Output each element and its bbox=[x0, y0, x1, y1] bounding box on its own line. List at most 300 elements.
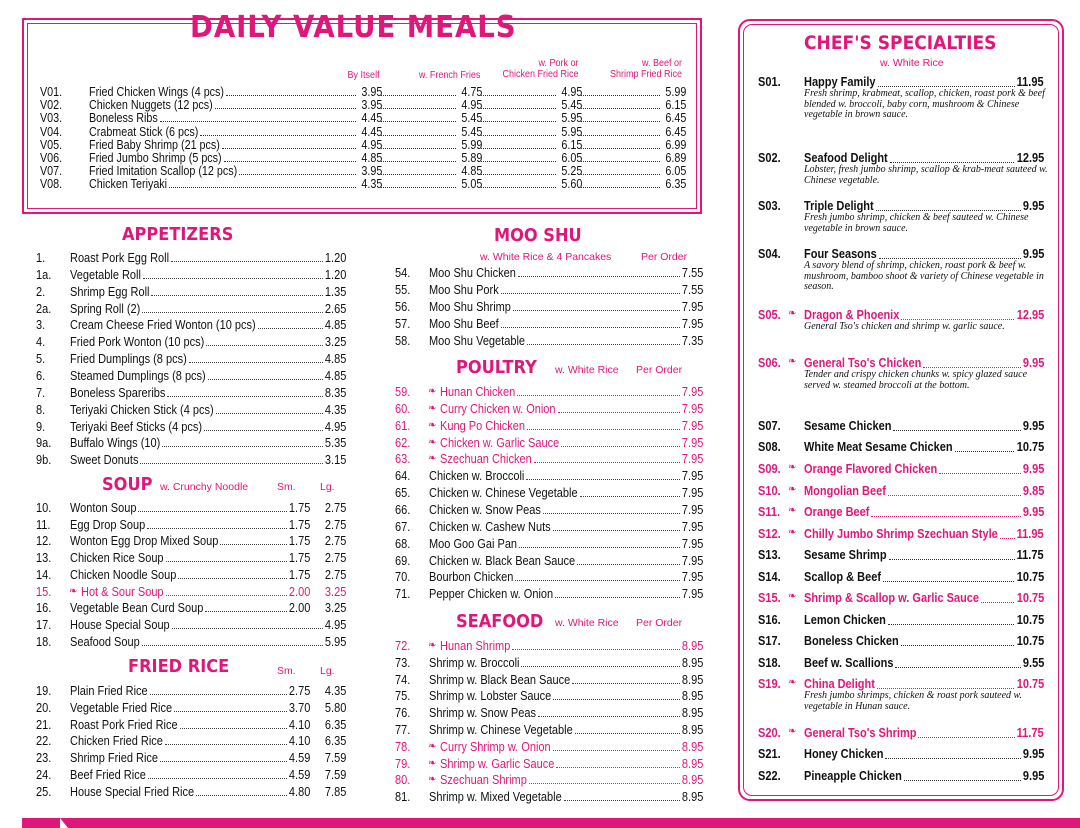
item-name: Chicken w. Black Bean Sauce bbox=[429, 553, 576, 568]
dot-leader bbox=[216, 402, 323, 414]
price-p1: 4.85 bbox=[361, 151, 382, 165]
menu-row bbox=[395, 722, 703, 738]
item-description: Tender and crispy chicken chunks w. spicy glazed sauce served w. steamed broccoli at the bottom. bbox=[804, 369, 1028, 391]
chili-pepper-icon: ❧ bbox=[788, 462, 797, 473]
menu-row bbox=[36, 500, 346, 516]
dot-leader bbox=[379, 139, 456, 149]
dot-leader bbox=[142, 301, 322, 313]
dot-leader bbox=[519, 536, 680, 548]
price-p1: 4.45 bbox=[361, 124, 382, 139]
dot-leader bbox=[379, 99, 456, 109]
dot-leader bbox=[515, 569, 679, 581]
item-name: Pineapple Chicken bbox=[804, 769, 902, 783]
item-price: 9.95 bbox=[1022, 505, 1044, 519]
fried-rice-sm-header: Sm. bbox=[277, 665, 296, 677]
dot-leader bbox=[205, 600, 286, 612]
menu-row bbox=[36, 550, 346, 566]
item-price: 9.95 bbox=[1022, 747, 1044, 761]
price-large: 2.75 bbox=[324, 551, 346, 566]
item-code: S06. bbox=[758, 356, 781, 370]
price-small: 2.00 bbox=[288, 584, 310, 599]
seafood-heading: SEAFOOD bbox=[456, 611, 544, 632]
item-name: Chicken Teriyaki bbox=[89, 177, 168, 192]
daily-value-row bbox=[40, 165, 690, 177]
item-name: Honey Chicken bbox=[804, 747, 884, 761]
dot-leader bbox=[579, 112, 660, 122]
chef-row bbox=[758, 462, 1044, 478]
soup-sm-header: Sm. bbox=[277, 481, 296, 493]
menu-row bbox=[395, 586, 703, 602]
item-price: 9.95 bbox=[1022, 247, 1044, 261]
dot-leader bbox=[923, 356, 1020, 368]
item-code: S12. bbox=[758, 527, 781, 541]
dot-leader bbox=[479, 86, 556, 96]
dot-leader bbox=[206, 334, 322, 346]
fried-rice-heading: FRIED RICE bbox=[128, 656, 230, 677]
price-small: 4.10 bbox=[288, 734, 310, 749]
bottom-bar bbox=[22, 818, 1080, 828]
dot-leader bbox=[138, 500, 286, 512]
item-number: 77. bbox=[395, 723, 411, 737]
item-code: S21. bbox=[758, 747, 781, 761]
item-name: Fried Baby Shrimp (21 pcs) bbox=[89, 137, 220, 152]
dot-leader bbox=[518, 265, 680, 277]
item-name: Four Seasons bbox=[804, 247, 877, 261]
price: 8.95 bbox=[681, 790, 703, 805]
item-number: 73. bbox=[395, 655, 411, 670]
item-code: S22. bbox=[758, 769, 781, 783]
menu-row bbox=[395, 384, 703, 400]
dot-leader bbox=[140, 452, 322, 464]
price-small: 1.75 bbox=[288, 567, 310, 582]
dot-leader bbox=[579, 126, 660, 136]
menu-row bbox=[395, 418, 703, 434]
item-code: V06. bbox=[40, 151, 63, 165]
chili-pepper-icon: ❧ bbox=[428, 757, 437, 769]
price-p2: 5.45 bbox=[461, 124, 482, 139]
menu-row bbox=[36, 717, 346, 733]
daily-value-row bbox=[40, 152, 690, 164]
chef-row bbox=[758, 308, 1044, 348]
item-number: 67. bbox=[395, 519, 411, 534]
item-name: Buffalo Wings (10) bbox=[70, 436, 161, 451]
daily-value-row bbox=[40, 99, 690, 111]
menu-row bbox=[395, 468, 703, 484]
price-large: 7.59 bbox=[324, 751, 346, 766]
chili-pepper-icon: ❧ bbox=[428, 774, 437, 786]
price-large: 5.80 bbox=[324, 700, 346, 715]
dot-leader bbox=[379, 165, 456, 175]
item-name: Shrimp w. Lobster Sauce bbox=[429, 689, 552, 704]
price-large: 4.95 bbox=[324, 617, 346, 632]
item-code: S07. bbox=[758, 419, 781, 433]
price: 8.95 bbox=[681, 706, 703, 721]
item-name: Boneless Chicken bbox=[804, 634, 899, 648]
chef-row bbox=[758, 591, 1044, 607]
menu-row bbox=[395, 451, 703, 467]
dot-leader bbox=[151, 284, 322, 296]
item-number: 24. bbox=[36, 768, 52, 782]
item-number: 74. bbox=[395, 672, 411, 687]
item-name: Curry Shrimp w. Onion bbox=[440, 739, 551, 754]
daily-value-row bbox=[40, 139, 690, 151]
dot-leader bbox=[166, 584, 287, 596]
price-small: 1.75 bbox=[288, 551, 310, 566]
price-p2: 4.75 bbox=[461, 85, 482, 99]
dot-leader bbox=[479, 165, 556, 175]
menu-row bbox=[36, 334, 346, 350]
item-name: Sesame Shrimp bbox=[804, 548, 887, 562]
chili-pepper-icon: ❧ bbox=[788, 356, 797, 367]
price-small: 3.70 bbox=[288, 700, 310, 715]
item-number: 13. bbox=[36, 551, 52, 566]
price: 8.95 bbox=[681, 639, 703, 653]
soup-lg-header: Lg. bbox=[320, 481, 335, 493]
price: 8.35 bbox=[324, 385, 346, 400]
chili-pepper-icon: ❧ bbox=[788, 677, 797, 688]
menu-row bbox=[395, 316, 703, 332]
menu-row bbox=[395, 519, 703, 535]
item-name: Curry Chicken w. Onion bbox=[440, 401, 556, 416]
item-name: Shrimp w. Mixed Vegetable bbox=[429, 790, 562, 805]
dot-leader bbox=[204, 419, 323, 431]
dot-leader bbox=[479, 139, 556, 149]
dot-leader bbox=[955, 440, 1015, 452]
chef-row bbox=[758, 747, 1044, 763]
item-code: S10. bbox=[758, 484, 781, 498]
price-large: 6.35 bbox=[324, 717, 346, 732]
dot-leader bbox=[479, 178, 556, 188]
item-number: 63. bbox=[395, 452, 411, 467]
dot-leader bbox=[513, 299, 680, 311]
item-description: Fresh jumbo shrimps, chicken & roast pork sauteed w. vegetable in Hunan sauce. bbox=[804, 690, 1022, 712]
dot-leader bbox=[580, 485, 680, 497]
item-name: Boneless Spareribs bbox=[70, 385, 166, 400]
item-price: 10.75 bbox=[1016, 570, 1044, 584]
price-large: 3.25 bbox=[324, 601, 346, 616]
price: 3.15 bbox=[324, 453, 346, 468]
dot-leader bbox=[877, 677, 1015, 689]
chef-row bbox=[758, 247, 1044, 292]
dot-leader bbox=[143, 267, 323, 279]
menu-row bbox=[36, 600, 346, 616]
dot-leader bbox=[162, 435, 322, 447]
dot-leader bbox=[148, 767, 287, 779]
chef-row bbox=[758, 656, 1044, 672]
dot-leader bbox=[904, 769, 1021, 781]
item-number: 54. bbox=[395, 266, 411, 280]
item-code: S09. bbox=[758, 462, 781, 476]
menu-row bbox=[395, 739, 703, 755]
item-number: 23. bbox=[36, 751, 52, 766]
item-code: S20. bbox=[758, 726, 781, 740]
price: 7.95 bbox=[681, 486, 703, 501]
dot-leader bbox=[239, 165, 356, 175]
item-number: 18. bbox=[36, 634, 52, 649]
dot-leader bbox=[579, 139, 660, 149]
price-p4: 6.35 bbox=[665, 177, 686, 192]
item-name: Moo Shu Shrimp bbox=[429, 299, 511, 314]
price: 7.95 bbox=[681, 587, 703, 602]
price: 1.35 bbox=[324, 284, 346, 299]
menu-row bbox=[395, 299, 703, 315]
item-name: Dragon & Phoenix bbox=[804, 308, 900, 322]
price-large: 2.75 bbox=[324, 501, 346, 515]
item-number: 1. bbox=[36, 251, 46, 265]
dot-leader bbox=[885, 747, 1020, 759]
dot-leader bbox=[579, 152, 660, 162]
price: 8.95 bbox=[681, 739, 703, 754]
header-beef-shrimp-fried-rice: w. Beef or Shrimp Fried Rice bbox=[609, 58, 682, 80]
price: 4.85 bbox=[324, 368, 346, 383]
item-number: 66. bbox=[395, 502, 411, 517]
dot-leader bbox=[379, 152, 456, 162]
chili-pepper-icon: ❧ bbox=[428, 386, 437, 397]
item-number: 16. bbox=[36, 601, 52, 616]
item-number: 9a. bbox=[36, 436, 52, 451]
item-name: General Tso's Shrimp bbox=[804, 726, 917, 740]
chili-pepper-icon: ❧ bbox=[428, 402, 437, 414]
price: 7.55 bbox=[681, 282, 703, 297]
dot-leader bbox=[556, 756, 679, 768]
item-price: 12.95 bbox=[1016, 151, 1044, 165]
item-name: Shrimp w. Broccoli bbox=[429, 655, 520, 670]
item-name: Shrimp w. Garlic Sauce bbox=[440, 756, 555, 771]
menu-row bbox=[36, 368, 346, 384]
item-number: 12. bbox=[36, 534, 52, 549]
item-price: 10.75 bbox=[1016, 440, 1044, 454]
price-p3: 6.15 bbox=[561, 137, 582, 152]
dot-leader bbox=[883, 570, 1014, 582]
price-large: 3.25 bbox=[324, 584, 346, 599]
chef-row bbox=[758, 677, 1044, 717]
price-small: 1.75 bbox=[288, 517, 310, 532]
item-number: 19. bbox=[36, 684, 52, 698]
item-name: House Special Fried Rice bbox=[70, 784, 195, 799]
item-name: Happy Family bbox=[804, 75, 876, 89]
menu-row bbox=[395, 569, 703, 585]
price: 4.35 bbox=[324, 402, 346, 417]
price-p2: 4.85 bbox=[461, 164, 482, 179]
chef-row bbox=[758, 75, 1045, 120]
item-name: China Delight bbox=[804, 677, 875, 691]
dot-leader bbox=[889, 548, 1016, 560]
item-number: 55. bbox=[395, 282, 411, 297]
dot-leader bbox=[220, 533, 286, 545]
item-number: 59. bbox=[395, 385, 411, 399]
item-code: V02. bbox=[40, 98, 63, 113]
price-p1: 4.45 bbox=[361, 111, 382, 126]
item-name: Vegetable Roll bbox=[70, 267, 141, 282]
price: 7.95 bbox=[681, 570, 703, 585]
item-name: Shrimp w. Snow Peas bbox=[429, 706, 537, 721]
item-price: 9.95 bbox=[1022, 769, 1044, 783]
item-code: V08. bbox=[40, 177, 63, 192]
header-french-fries: w. French Fries bbox=[418, 70, 480, 81]
chef-row bbox=[758, 199, 1044, 239]
item-name: Cream Cheese Fried Wonton (10 pcs) bbox=[70, 318, 256, 333]
dot-leader bbox=[564, 789, 680, 801]
menu-row bbox=[395, 553, 703, 569]
item-name: Boneless Ribs bbox=[89, 111, 158, 126]
item-number: 11. bbox=[36, 517, 51, 532]
item-code: S08. bbox=[758, 440, 781, 454]
item-name: Chicken w. Garlic Sauce bbox=[440, 435, 560, 450]
item-name: Szechuan Chicken bbox=[440, 452, 532, 467]
menu-row bbox=[36, 683, 346, 699]
moo-shu-per-order: Per Order bbox=[641, 251, 688, 263]
item-name: Roast Pork Egg Roll bbox=[70, 251, 170, 265]
dot-leader bbox=[200, 126, 356, 136]
price-p4: 6.15 bbox=[665, 98, 686, 113]
menu-row bbox=[395, 485, 703, 501]
item-code: S04. bbox=[758, 247, 781, 261]
price-p2: 5.45 bbox=[461, 111, 482, 126]
item-name: Moo Shu Chicken bbox=[429, 266, 516, 280]
item-price: 10.75 bbox=[1016, 591, 1044, 605]
item-name: Pepper Chicken w. Onion bbox=[429, 587, 554, 602]
item-name: Bourbon Chicken bbox=[429, 570, 514, 585]
header-by-itself: By Itself bbox=[347, 70, 380, 81]
price-p4: 6.45 bbox=[665, 111, 686, 126]
chili-pepper-icon: ❧ bbox=[788, 484, 797, 495]
daily-value-row bbox=[40, 86, 690, 98]
item-name: Shrimp & Scallop w. Garlic Sauce bbox=[804, 591, 980, 605]
price: 1.20 bbox=[324, 251, 346, 265]
item-name: Beef w. Scallions bbox=[804, 656, 894, 670]
dot-leader bbox=[512, 638, 679, 650]
chili-pepper-icon: ❧ bbox=[428, 640, 437, 651]
chef-row bbox=[758, 505, 1044, 521]
price-p2: 4.95 bbox=[461, 98, 482, 113]
dot-leader bbox=[527, 418, 680, 430]
item-description: Fresh jumbo shrimp, chicken & beef sauteed w. Chinese vegetable in brown sauce. bbox=[804, 212, 1029, 234]
daily-value-row bbox=[40, 178, 690, 190]
price: 4.95 bbox=[324, 419, 346, 434]
menu-row bbox=[36, 267, 346, 283]
dot-leader bbox=[553, 739, 680, 751]
menu-row bbox=[395, 756, 703, 772]
dot-leader bbox=[501, 316, 680, 328]
item-name: Wonton Egg Drop Mixed Soup bbox=[70, 534, 219, 549]
menu-row bbox=[36, 402, 346, 418]
dot-leader bbox=[888, 613, 1015, 625]
menu-row bbox=[36, 750, 346, 766]
dot-leader bbox=[224, 152, 356, 162]
dot-leader bbox=[479, 112, 556, 122]
dot-leader bbox=[226, 86, 356, 96]
dot-leader bbox=[379, 112, 456, 122]
dot-leader bbox=[572, 672, 679, 684]
item-code: S19. bbox=[758, 677, 781, 691]
item-code: S14. bbox=[758, 570, 781, 584]
item-name: Chicken Nuggets (12 pcs) bbox=[89, 98, 213, 113]
price-p1: 4.95 bbox=[361, 137, 382, 152]
dot-leader bbox=[215, 99, 356, 109]
menu-row bbox=[395, 502, 703, 518]
dot-leader bbox=[534, 451, 680, 463]
dot-leader bbox=[196, 784, 286, 796]
price: 7.95 bbox=[681, 536, 703, 551]
dot-leader bbox=[174, 700, 286, 712]
price-p2: 5.99 bbox=[461, 137, 482, 152]
dot-leader bbox=[172, 617, 323, 629]
price: 3.25 bbox=[324, 335, 346, 350]
item-name: Moo Shu Pork bbox=[429, 282, 499, 297]
dot-leader bbox=[526, 468, 679, 480]
dot-leader bbox=[178, 567, 286, 579]
chili-pepper-icon: ❧ bbox=[428, 453, 437, 465]
chef-row bbox=[758, 769, 1044, 785]
item-number: 1a. bbox=[36, 267, 52, 282]
dot-leader bbox=[575, 722, 680, 734]
menu-row bbox=[36, 284, 346, 300]
price-p3: 6.05 bbox=[561, 151, 582, 165]
item-number: 9. bbox=[36, 419, 46, 434]
poultry-subtitle: w. White Rice bbox=[555, 364, 619, 376]
dot-leader bbox=[180, 717, 287, 729]
item-name: Roast Pork Fried Rice bbox=[70, 717, 178, 732]
dot-leader bbox=[553, 688, 679, 700]
dot-leader bbox=[879, 247, 1021, 259]
daily-value-title: DAILY VALUE MEALS bbox=[190, 10, 517, 45]
price: 4.85 bbox=[324, 318, 346, 333]
dot-leader bbox=[981, 591, 1014, 603]
bottom-bar-notch bbox=[60, 818, 68, 828]
menu-row bbox=[36, 452, 346, 468]
item-number: 70. bbox=[395, 570, 411, 585]
dot-leader bbox=[142, 634, 323, 646]
menu-row bbox=[36, 301, 346, 317]
item-number: 75. bbox=[395, 689, 411, 704]
item-description: General Tso's chicken and shrimp w. garlic sauce. bbox=[804, 321, 1005, 332]
price-small: 1.75 bbox=[288, 534, 310, 549]
chili-pepper-icon: ❧ bbox=[788, 308, 797, 319]
chef-row bbox=[758, 527, 1044, 543]
price-p3: 4.95 bbox=[561, 85, 582, 99]
dot-leader bbox=[893, 419, 1020, 431]
daily-value-row bbox=[40, 126, 690, 138]
item-number: 25. bbox=[36, 784, 52, 799]
dot-leader bbox=[878, 75, 1016, 87]
dot-leader bbox=[479, 99, 556, 109]
price-p3: 5.95 bbox=[561, 111, 582, 126]
item-number: 68. bbox=[395, 536, 411, 551]
menu-row bbox=[395, 688, 703, 704]
item-price: 11.75 bbox=[1017, 548, 1044, 562]
item-name: Fried Pork Wonton (10 pcs) bbox=[70, 335, 205, 350]
dot-leader bbox=[167, 385, 322, 397]
price-small: 1.75 bbox=[288, 501, 310, 515]
item-name: Triple Delight bbox=[804, 199, 874, 213]
item-price: 9.95 bbox=[1022, 462, 1044, 476]
dot-leader bbox=[579, 86, 660, 96]
item-price: 11.95 bbox=[1017, 75, 1044, 89]
menu-row bbox=[36, 700, 346, 716]
dot-leader bbox=[208, 368, 323, 380]
item-name: Crabmeat Stick (6 pcs) bbox=[89, 124, 199, 139]
dot-leader bbox=[895, 656, 1020, 668]
item-name: Chicken w. Broccoli bbox=[429, 469, 525, 484]
item-name: Chilly Jumbo Shrimp Szechuan Style bbox=[804, 527, 998, 541]
price-p3: 5.45 bbox=[561, 98, 582, 113]
menu-row bbox=[395, 282, 703, 298]
price-small: 2.00 bbox=[288, 601, 310, 616]
price-p4: 6.45 bbox=[665, 124, 686, 139]
item-number: 69. bbox=[395, 553, 411, 568]
chef-specialties-subtitle: w. White Rice bbox=[880, 57, 944, 69]
item-name: White Meat Sesame Chicken bbox=[804, 440, 953, 454]
